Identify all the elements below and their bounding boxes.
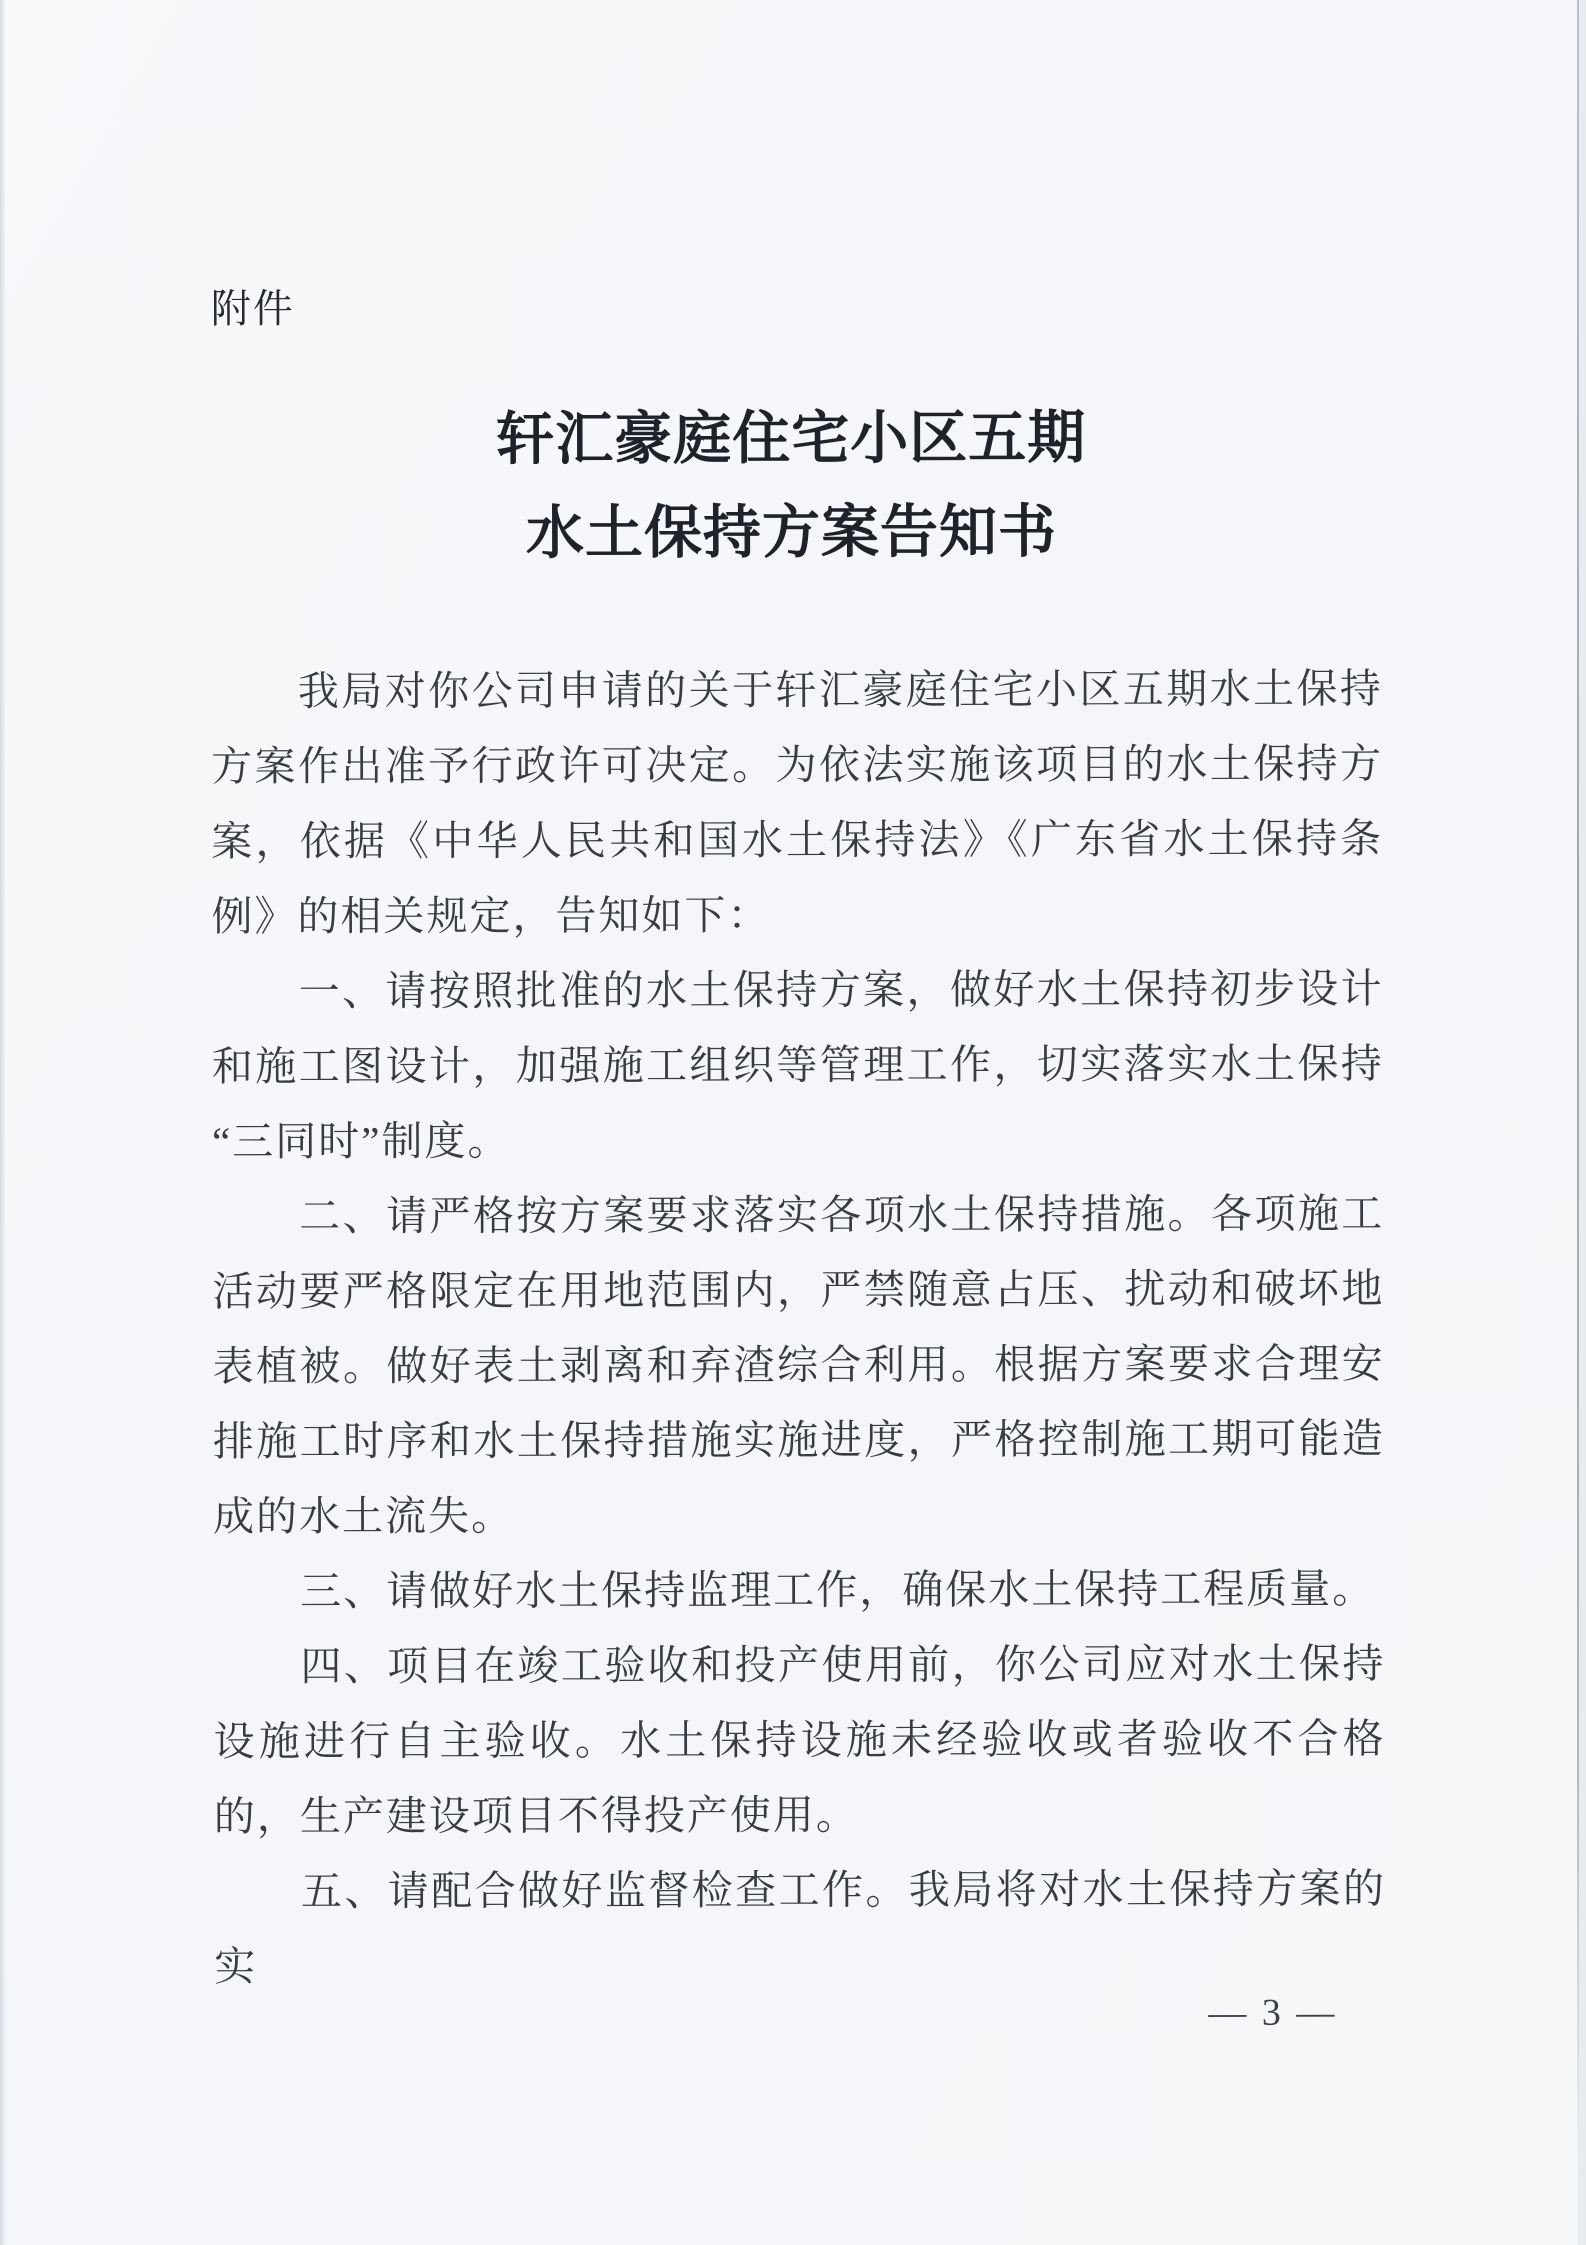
title-line-1: 轩汇豪庭住宅小区五期: [496, 405, 1087, 472]
title-line-2: 水土保持方案告知书: [525, 499, 1058, 566]
paragraph-item-2: 二、请严格按方案要求落实各项水土保持措施。各项施工活动要严格限定在用地范围内，严禁随意占压、扰动和破坏地表植被。做好表土剥离和弃渣综合利用。根据方案要求合理安排施工时序和水土保持措施实施进度，严格控制施工期可能造成的水土流失。: [212, 1190, 1385, 1540]
paragraph-item-4: 四、项目在竣工验收和投产使用前，你公司应对水土保持设施进行自主验收。水土保持设施未经验收或者验收不合格的，生产建设项目不得投产使用。: [213, 1640, 1386, 1840]
paragraph-item-1: 一、请按照批准的水土保持方案，做好水土保持初步设计和施工图设计，加强施工组织等管理工作，切实落实水土保持“三同时”制度。: [211, 965, 1384, 1165]
attachment-label: 附件: [210, 287, 295, 332]
document-title: [0, 390, 1585, 582]
paragraph-item-3: 三、请做好水土保持监理工作，确保水土保持工程质量。: [300, 1565, 1376, 1615]
document-body: [211, 651, 1387, 2004]
paragraph-intro: 我局对你公司申请的关于轩汇豪庭住宅小区五期水土保持方案作出准予行政许可决定。为依法实施该项目的水土保持方案，依据《中华人民共和国水土保持法》《广东省水土保持条例》的相关规定，告知如下：: [211, 665, 1384, 940]
paragraph-item-5: 五、请配合做好监督检查工作。我局将对水土保持方案的实: [214, 1865, 1387, 1990]
page-number: — 3 —: [1208, 1991, 1338, 2034]
